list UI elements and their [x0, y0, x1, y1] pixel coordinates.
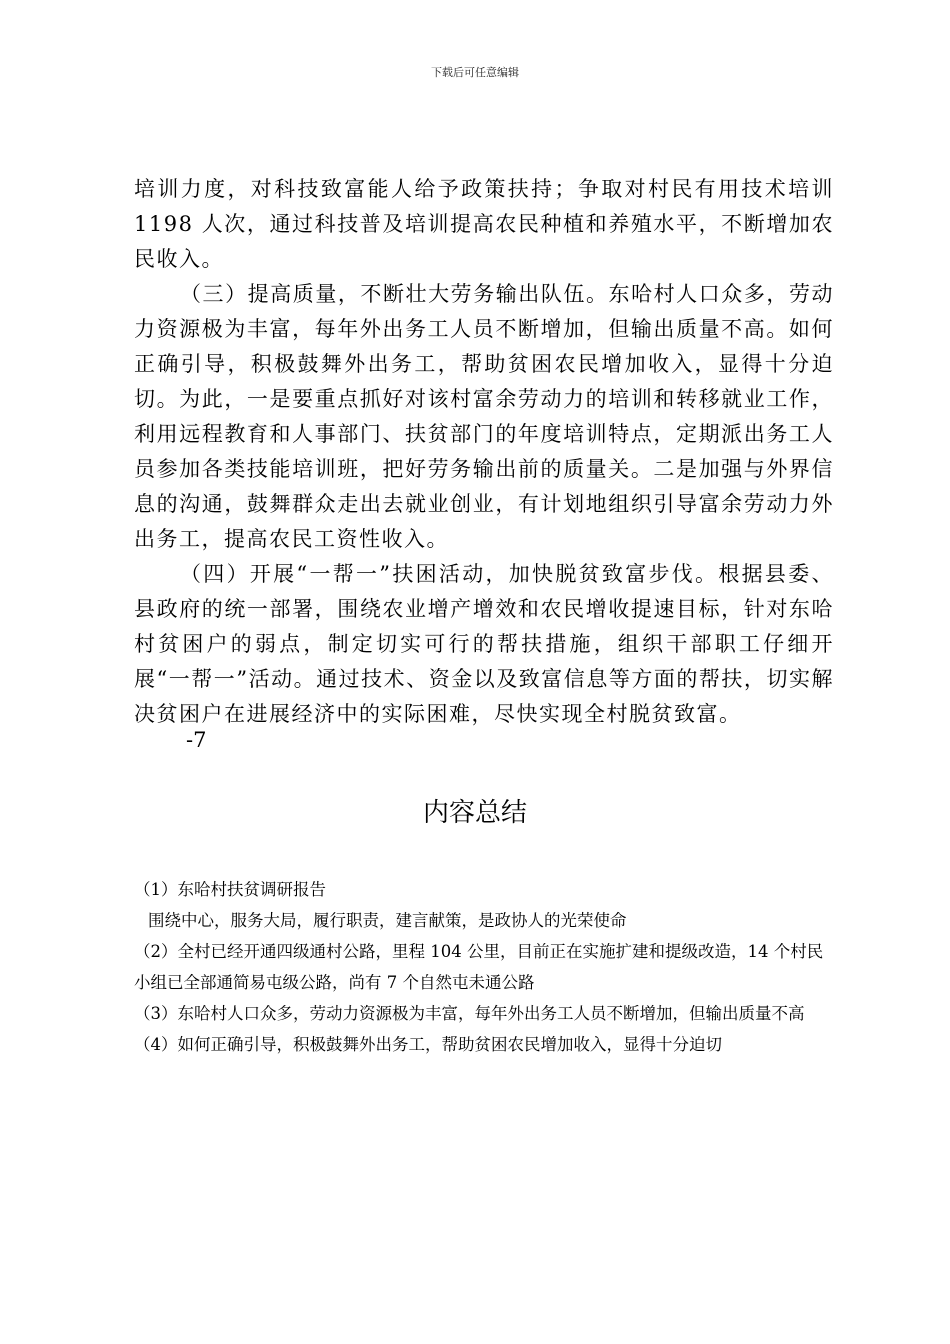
paragraph-2: （三）提高质量，不断壮大劳务输出队伍。东哈村人口众多，劳动力资源极为丰富，每年外出务工人员不断增加，但输出质量不高。如何正确引导，积极鼓舞外出务工，帮助贫困农民增加收入，显得十分迫切。为此，一是要重点抓好对该村富余劳动力的培训和转移就业工作，利用远程教育和人事部门、扶贫部门的年度培训特点，定期派出务工人员参加各类技能培训班，把好劳务输出前的质量关。二是加强与外界信息的沟通，鼓舞群众走出去就业创业，有计划地组织引导富余劳动力外出务工，提高农民工资性收入。	[134, 282, 834, 551]
summary-list	[134, 874, 834, 1060]
paragraph-1: 培训力度，对科技致富能人给予政策扶持；争取对村民有用技术培训 1198 人次，通过科技普及培训提高农民种植和养殖水平，不断增加农民收入。	[134, 177, 834, 271]
page-number: -7	[186, 728, 207, 752]
summary-item: （1）东哈村扶贫调研报告	[134, 880, 326, 899]
summary-item: 围绕中心，服务大局，履行职责，建言献策，是政协人的光荣使命	[148, 911, 627, 930]
summary-item: （4）如何正确引导，积极鼓舞外出务工，帮助贫困农民增加收入，显得十分迫切	[134, 1035, 722, 1054]
summary-title: 内容总结	[422, 798, 527, 828]
paragraph-3: （四）开展“一帮一”扶困活动，加快脱贫致富步伐。根据县委、县政府的统一部署，围绕农业增产增效和农民增收提速目标，针对东哈村贫困户的弱点，制定切实可行的帮扶措施，组织干部职工仔细开展“一帮一”活动。通过技术、资金以及致富信息等方面的帮扶，切实解决贫困户在进展经济中的实际困难，尽快实现全村脱贫致富。	[134, 562, 834, 726]
summary-item: （2）全村已经开通四级通村公路，里程 104 公里，目前正在实施扩建和提级改造，14 个村民小组已全部通简易屯级公路，尚有 7 个自然屯未通公路	[134, 942, 824, 992]
header-note: 下载后可任意编辑	[431, 66, 519, 79]
body-text	[134, 172, 834, 732]
summary-item: （3）东哈村人口众多，劳动力资源极为丰富，每年外出务工人员不断增加，但输出质量不高	[134, 1004, 805, 1023]
